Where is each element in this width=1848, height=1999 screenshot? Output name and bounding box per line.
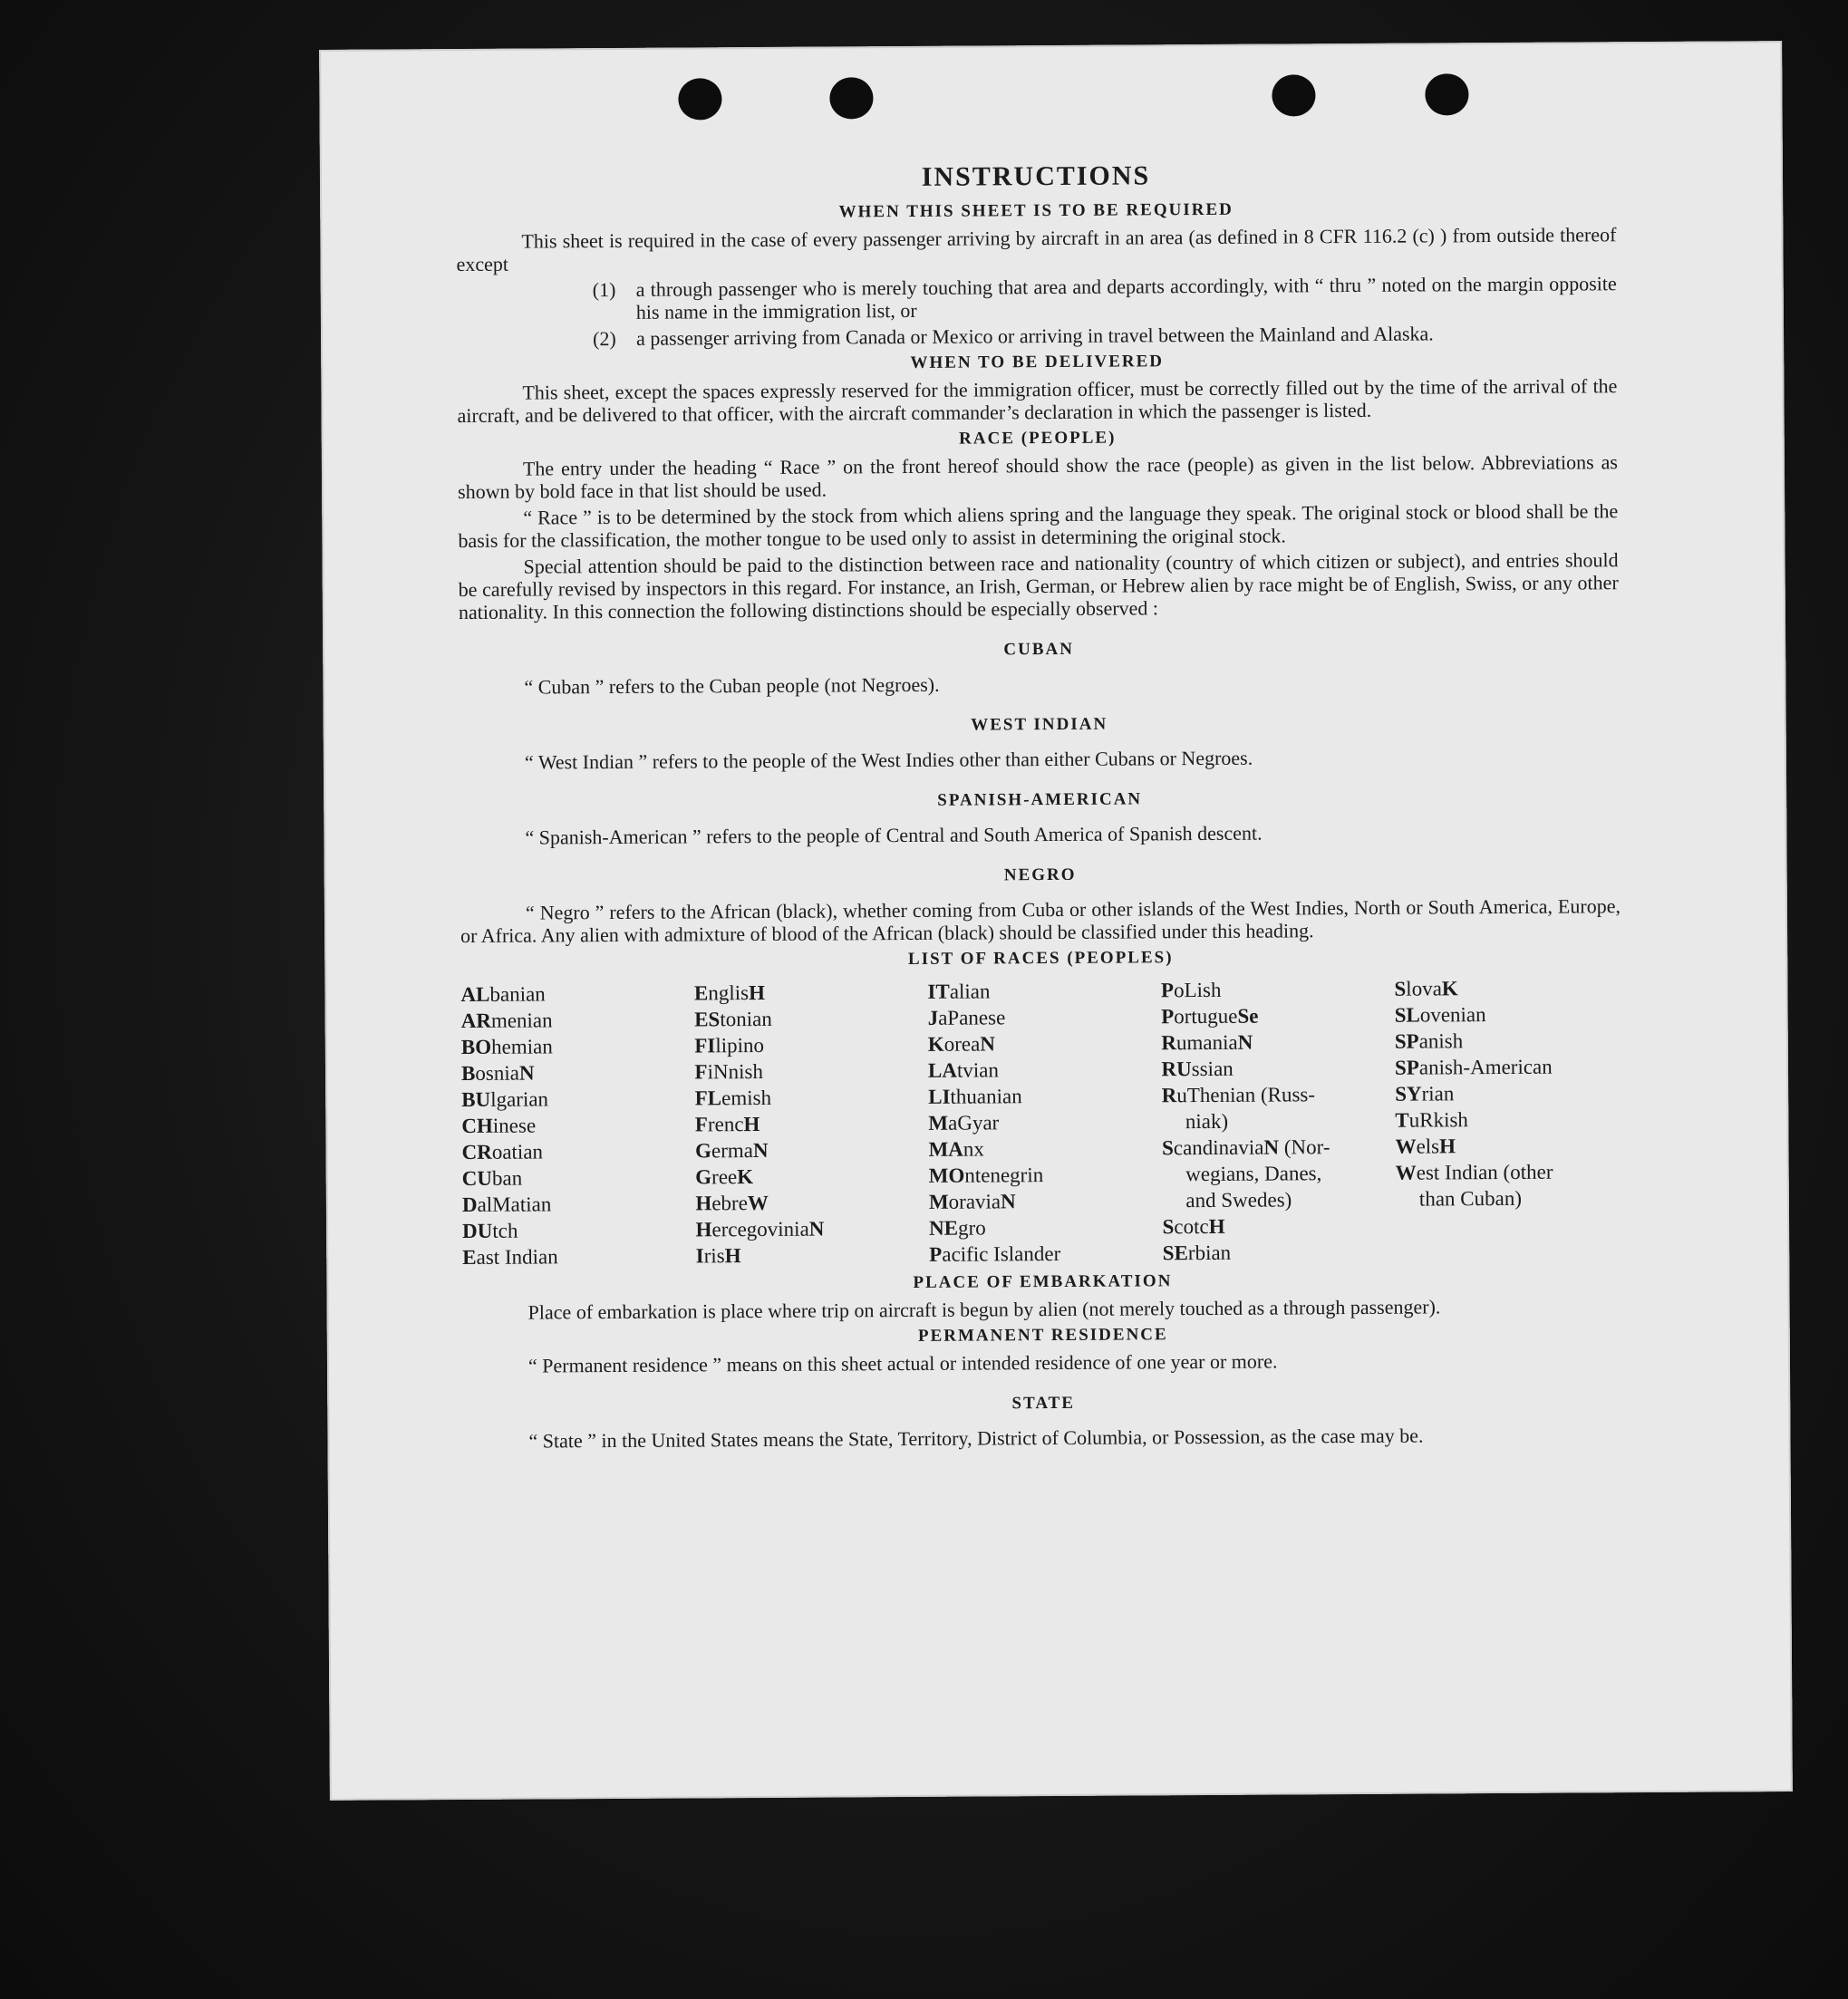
race-abbreviation: K: [737, 1165, 754, 1189]
race-name-part: oatian: [491, 1140, 544, 1164]
race-entry: [695, 1215, 922, 1243]
race-entry: [461, 1085, 688, 1113]
race-abbreviation: SY: [1395, 1082, 1422, 1106]
race-entry: [461, 1032, 688, 1060]
heading-spanish-american: SPANISH-AMERICAN: [937, 789, 1143, 810]
race-entry: [696, 1241, 923, 1270]
race-name-part: ssian: [1191, 1057, 1234, 1081]
race-abbreviation: N: [752, 1138, 769, 1163]
heading-negro: NEGRO: [1003, 864, 1077, 885]
race-paragraph-2: “ Race ” is to be determined by the stock from which aliens spring and the language they speak. The original stock or blood shall be the basis for the classification, the mother tongue to be used only to assist in determining the original stock.: [458, 499, 1619, 553]
race-abbreviation: H: [695, 1192, 712, 1215]
race-name-part: nx: [963, 1137, 984, 1161]
race-name-part: lipino: [715, 1033, 765, 1057]
race-abbreviation: AL: [460, 982, 490, 1007]
race-name-part: ris: [703, 1244, 725, 1268]
race-entry: [695, 1163, 922, 1191]
race-name-part: anish: [1418, 1029, 1464, 1053]
race-entry: [1395, 1053, 1621, 1081]
heading-race: RACE (PEOPLE): [959, 428, 1117, 449]
race-name-part: ast Indian: [476, 1245, 558, 1269]
heading-state: STATE: [1011, 1393, 1076, 1414]
race-name-part: rian: [1421, 1082, 1455, 1106]
race-name-part: acific Islander: [942, 1241, 1061, 1266]
race-abbreviation: MO: [928, 1164, 965, 1187]
race-name-part: oravia: [948, 1190, 1001, 1213]
race-name-part: osnia: [475, 1061, 519, 1085]
item-number: (2): [592, 326, 616, 351]
race-abbreviation: P: [1160, 979, 1175, 1002]
race-abbreviation: FL: [694, 1086, 722, 1110]
race-abbreviation: NE: [928, 1216, 959, 1240]
race-name-part: aGyar: [948, 1111, 1000, 1135]
race-abbreviation: H: [743, 1112, 760, 1136]
race-abbreviation: MA: [928, 1137, 963, 1161]
document-sheet: [319, 41, 1793, 1801]
heading-permanent-residence: PERMANENT RESIDENCE: [917, 1325, 1168, 1346]
cuban-text: “ Cuban ” refers to the Cuban people (not Negroes).: [524, 672, 940, 699]
embarkation-text: Place of embarkation is place where trip on aircraft is begun by alien (not merely touched as a through passenger).: [527, 1295, 1441, 1324]
item-text: a passenger arriving from Canada or Mexico or arriving in travel between the Mainland and Alaska.: [635, 322, 1434, 350]
race-abbreviation: ES: [694, 1008, 721, 1031]
races-column: [1394, 974, 1622, 1265]
race-entry: [1162, 1134, 1388, 1162]
race-entry: [462, 1190, 689, 1218]
race-name-part: alian: [949, 980, 991, 1003]
race-name-part: nglis: [708, 981, 750, 1005]
race-abbreviation: B: [460, 1061, 476, 1086]
race-entry: [928, 1108, 1155, 1136]
race-abbreviation: W: [1395, 1161, 1417, 1184]
race-abbreviation: J: [927, 1006, 939, 1029]
race-abbreviation: D: [461, 1193, 478, 1217]
race-abbreviation: CR: [461, 1140, 492, 1164]
race-name-part: tonian: [720, 1007, 772, 1031]
race-abbreviation: R: [1161, 1031, 1177, 1055]
race-name-part: ercegovinia: [711, 1217, 809, 1241]
race-entry: [461, 1058, 688, 1086]
races-column: [460, 980, 689, 1270]
race-abbreviation: N: [980, 1032, 995, 1056]
race-name-part: aPanese: [938, 1006, 1006, 1029]
race-entry: [1394, 974, 1621, 1002]
race-entry: [694, 979, 921, 1007]
race-abbreviation: SL: [1394, 1003, 1420, 1027]
race-entry: [1162, 1186, 1388, 1214]
races-column: [694, 979, 923, 1270]
race-entry: [460, 980, 687, 1008]
race-name-part: est Indian (other: [1416, 1160, 1553, 1184]
race-abbreviation: FI: [694, 1034, 716, 1057]
race-abbreviation: H: [1439, 1135, 1456, 1158]
races-column: [927, 977, 1156, 1268]
race-abbreviation: H: [724, 1244, 741, 1268]
page-title: INSTRUCTIONS: [921, 160, 1151, 192]
race-name-part: gro: [957, 1216, 986, 1240]
heading-cuban: CUBAN: [1003, 639, 1075, 660]
item-number: (1): [592, 277, 616, 302]
race-abbreviation: R: [1161, 1084, 1177, 1107]
race-name-part: and Swedes): [1185, 1188, 1292, 1212]
race-entry: [1395, 1079, 1621, 1107]
race-name-part: hemian: [490, 1035, 553, 1058]
race-entry: [928, 1135, 1155, 1163]
race-abbreviation: T: [1395, 1108, 1409, 1132]
race-abbreviation: W: [1395, 1135, 1417, 1158]
heading-when-required: WHEN THIS SHEET IS TO BE REQUIRED: [838, 199, 1234, 222]
instructions-content: [456, 158, 1624, 1456]
race-abbreviation: K: [1441, 977, 1458, 1000]
race-entry: [694, 1057, 921, 1086]
race-name-part: alMatian: [477, 1193, 552, 1216]
punch-hole: [678, 78, 721, 120]
heading-when-delivered: WHEN TO BE DELIVERED: [910, 352, 1165, 372]
race-entry: [462, 1216, 689, 1244]
race-entry: [694, 1031, 921, 1059]
race-entry: [1161, 1028, 1388, 1057]
races-list: [460, 974, 1622, 1270]
race-name-part: than Cuban): [1418, 1186, 1523, 1211]
race-abbreviation: N: [808, 1217, 825, 1241]
race-abbreviation: P: [1161, 1005, 1175, 1028]
punch-hole: [1425, 73, 1468, 115]
race-entry: [461, 1006, 688, 1034]
item-text: a through passenger who is merely touching that area and departs accordingly, with “ thru ” noted on the margin opposite his name in the immigration list, or: [635, 272, 1617, 324]
race-abbreviation: DU: [462, 1219, 493, 1243]
race-name-part: iNnish: [707, 1059, 763, 1084]
race-abbreviation: BU: [461, 1087, 491, 1112]
race-entry: [695, 1084, 922, 1112]
race-name-part: niak): [1185, 1109, 1229, 1134]
race-abbreviation: LA: [927, 1058, 958, 1082]
race-abbreviation: G: [695, 1165, 712, 1189]
race-name-part: uThenian (Russ-: [1176, 1083, 1316, 1107]
race-name-part: erma: [711, 1139, 753, 1163]
race-abbreviation: S: [1162, 1215, 1175, 1239]
race-abbreviation: P: [929, 1242, 943, 1266]
race-entry: [694, 1005, 921, 1033]
list-item: [593, 321, 1617, 350]
race-abbreviation: CH: [461, 1114, 493, 1138]
race-name-part: banian: [489, 982, 546, 1006]
race-abbreviation: M: [928, 1111, 949, 1135]
race-abbreviation: IT: [927, 980, 950, 1003]
race-entry: [461, 1111, 688, 1139]
race-name-part: ovenian: [1419, 1003, 1486, 1027]
race-abbreviation: SP: [1394, 1056, 1419, 1079]
race-name-part: rbian: [1187, 1241, 1232, 1265]
race-name-part: (Nor-: [1279, 1135, 1330, 1159]
race-abbreviation: SP: [1394, 1029, 1419, 1053]
race-name-part: uRkish: [1408, 1108, 1468, 1132]
heading-west-indian: WEST INDIAN: [971, 714, 1108, 735]
race-paragraph-1: The entry under the heading “ Race ” on the front hereof should show the race (people) as given in the list below. Abbreviations as shown by bold face in that list should be used.: [458, 450, 1618, 504]
race-entry: [695, 1136, 922, 1164]
race-abbreviation: H: [748, 980, 766, 1005]
when-delivered-text: This sheet, except the spaces expressly reserved for the immigration officer, must be correctly filled out by the time of the arrival of the aircraft, and be delivered to that officer, with the aircraft commander’s declaration in which the passenger is listed.: [457, 374, 1618, 428]
race-abbreviation: K: [927, 1032, 944, 1056]
race-name-part: thuanian: [950, 1085, 1022, 1108]
race-entry: [1395, 1000, 1621, 1028]
race-entry: [1395, 1132, 1621, 1160]
race-name-part: ebre: [711, 1192, 748, 1215]
race-entry: [1161, 976, 1388, 1004]
race-entry: [929, 1213, 1156, 1241]
state-text: “ State ” in the United States means the State, Territory, District of Columbia, or Possession, as the case may be.: [528, 1424, 1424, 1453]
race-entry: [461, 1137, 688, 1165]
race-entry: [928, 1029, 1155, 1057]
race-name-part: umania: [1176, 1030, 1238, 1055]
negro-text: “ Negro ” refers to the African (black), whether coming from Cuba or other islands of the West Indies, North or South America, Europe, or Africa. Any alien with admixture of blood of the African (black) should be classified under this heading.: [460, 894, 1621, 948]
race-entry: [1162, 1107, 1388, 1135]
race-entry: [695, 1110, 922, 1138]
when-required-intro: This sheet is required in the case of every passenger arriving by aircraft in an area (as defined in 8 CFR 116.2 (c) ) from outside thereof except: [456, 223, 1617, 276]
spanish-american-text: “ Spanish-American ” refers to the people of Central and South America of Spanish descent.: [525, 821, 1263, 849]
punch-hole: [829, 77, 873, 119]
race-abbreviation: LI: [928, 1085, 951, 1108]
race-name-part: inese: [492, 1114, 537, 1137]
race-entry: [1161, 1002, 1388, 1030]
race-abbreviation: N: [1237, 1030, 1253, 1054]
race-entry: [929, 1161, 1156, 1189]
list-item: [593, 272, 1617, 324]
race-entry: [462, 1164, 689, 1192]
race-entry: [1161, 1055, 1388, 1083]
race-name-part: ban: [491, 1166, 523, 1190]
race-abbreviation: W: [747, 1191, 769, 1215]
race-abbreviation: Se: [1237, 1004, 1259, 1028]
race-entry: [462, 1242, 689, 1270]
race-name-part: cotc: [1174, 1214, 1209, 1239]
race-abbreviation: N: [1001, 1190, 1016, 1213]
race-abbreviation: AR: [460, 1009, 491, 1033]
race-abbreviation: H: [695, 1218, 712, 1241]
race-name-part: ree: [711, 1165, 738, 1189]
race-entry: [1162, 1081, 1388, 1109]
race-entry: [929, 1240, 1156, 1268]
race-name-part: tch: [492, 1219, 518, 1242]
race-abbreviation: N: [1263, 1135, 1280, 1159]
west-indian-text: “ West Indian ” refers to the people of the West Indies other than either Cubans or Negroes.: [524, 746, 1253, 774]
race-abbreviation: E: [693, 981, 709, 1005]
race-entry: [929, 1187, 1156, 1215]
race-name-part: ntenegrin: [964, 1164, 1044, 1187]
race-name-part: menian: [490, 1009, 553, 1032]
heading-embarkation: PLACE OF EMBARKATION: [913, 1271, 1173, 1292]
race-name-part: emish: [721, 1086, 772, 1110]
race-entry: [695, 1189, 922, 1217]
race-abbreviation: CU: [461, 1166, 493, 1191]
race-name-part: tvian: [956, 1058, 1000, 1082]
race-abbreviation: E: [462, 1245, 477, 1270]
race-entry: [1395, 1027, 1621, 1055]
race-abbreviation: I: [695, 1244, 704, 1268]
race-name-part: anish-American: [1418, 1055, 1553, 1079]
race-entry: [1163, 1239, 1389, 1267]
race-name-part: wegians, Danes,: [1185, 1162, 1322, 1186]
heading-list-of-races: LIST OF RACES (PEOPLES): [907, 948, 1174, 969]
race-name-part: els: [1416, 1135, 1440, 1158]
race-paragraph-3: Special attention should be paid to the distinction between race and nationality (country of which citizen or subject), and entries should be carefully revised by inspectors in this regard. For instance, an Irish, German, or Hebrew alien by race might be of English, Swiss, or any other nationality. In this connection the following distinctions should be especially observed :: [458, 548, 1619, 624]
race-abbreviation: BO: [460, 1035, 492, 1059]
race-abbreviation: N: [518, 1061, 535, 1085]
race-entry: [1162, 1160, 1388, 1188]
race-entry: [927, 977, 1154, 1005]
race-entry: [928, 1003, 1155, 1031]
race-abbreviation: F: [694, 1113, 709, 1136]
race-name-part: renc: [707, 1113, 744, 1136]
race-abbreviation: H: [1208, 1214, 1225, 1238]
races-column: [1161, 976, 1389, 1267]
race-abbreviation: F: [694, 1060, 708, 1084]
race-entry: [1162, 1212, 1388, 1241]
race-name-part: ortugue: [1174, 1004, 1238, 1028]
race-name-part: lova: [1406, 977, 1442, 1000]
race-entry: [1396, 1184, 1622, 1212]
race-entry: [928, 1056, 1155, 1084]
race-entry: [1395, 1106, 1621, 1134]
residence-text: “ Permanent residence ” means on this sheet actual or intended residence of one year or more.: [527, 1349, 1278, 1377]
race-abbreviation: G: [694, 1139, 712, 1163]
race-name-part: oLish: [1173, 978, 1222, 1002]
race-abbreviation: RU: [1161, 1057, 1192, 1081]
race-abbreviation: M: [928, 1190, 949, 1213]
race-abbreviation: SE: [1162, 1241, 1188, 1265]
punch-hole: [1272, 74, 1315, 116]
race-entry: [928, 1082, 1155, 1110]
race-name-part: candinavia: [1173, 1135, 1264, 1160]
race-entry: [1396, 1158, 1622, 1186]
race-name-part: lgarian: [490, 1087, 549, 1111]
race-name-part: orea: [943, 1032, 981, 1056]
race-abbreviation: S: [1161, 1136, 1174, 1160]
race-abbreviation: S: [1394, 977, 1407, 1000]
